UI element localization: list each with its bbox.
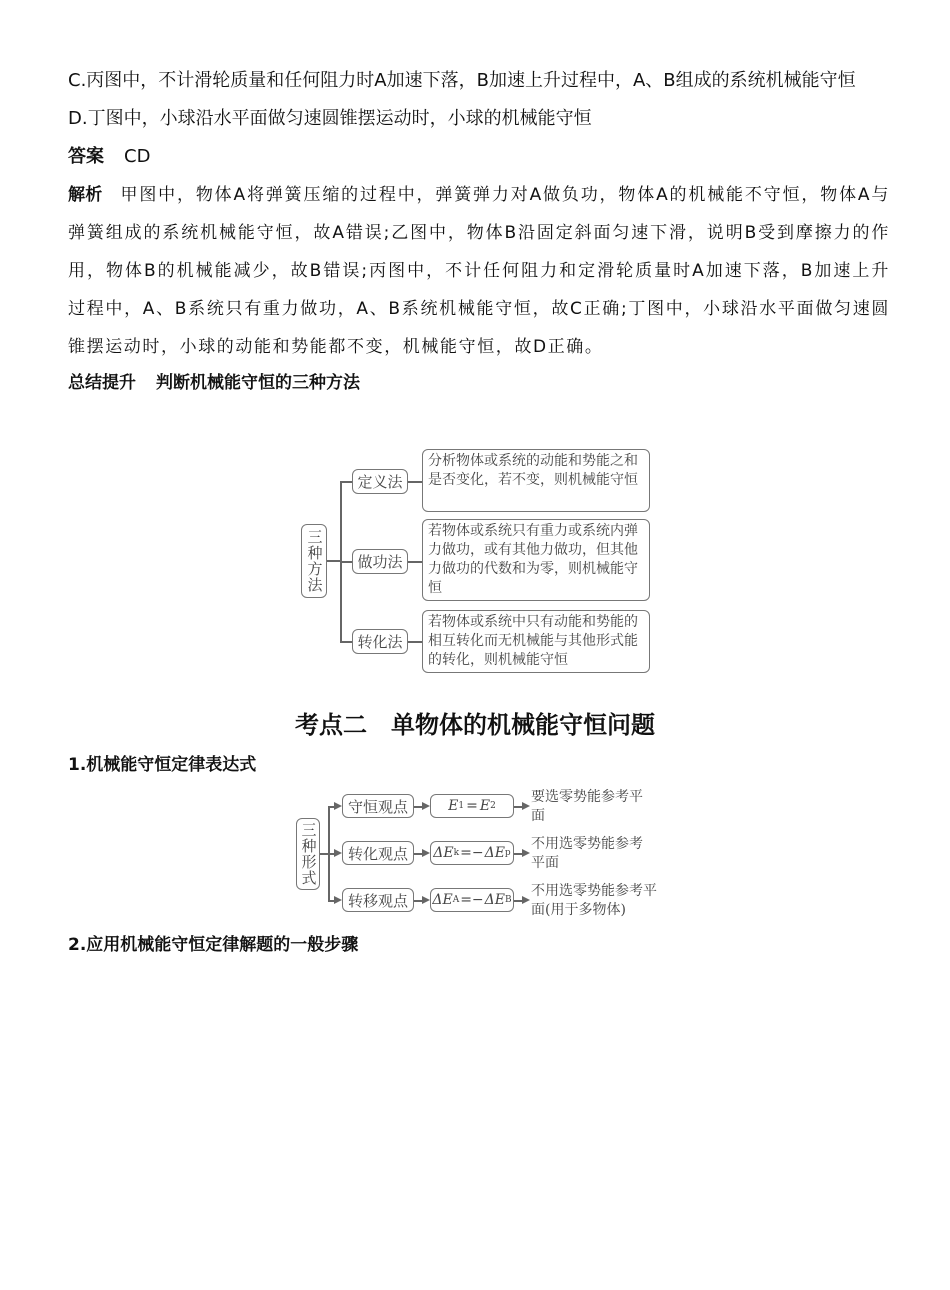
answer-value: CD: [124, 146, 151, 167]
arrow-icon: [422, 802, 430, 810]
view-box-conversion: 转化观点: [342, 841, 414, 865]
method-box-definition: 定义法: [352, 469, 408, 494]
summary-title: 判断机械能守恒的三种方法: [156, 373, 360, 393]
connector: [514, 853, 522, 855]
subheading-1: 1.机械能守恒定律表达式: [68, 755, 257, 775]
method-desc-transform: 若物体或系统中只有动能和势能的相互转化而无机械能与其他形式能的转化，则机械能守恒: [422, 610, 650, 673]
view-box-conservation: 守恒观点: [342, 794, 414, 818]
method-desc-definition: 分析物体或系统的动能和势能之和是否变化，若不变，则机械能守恒: [422, 449, 650, 512]
forms-root-box: [296, 818, 320, 890]
connector: [514, 900, 522, 902]
equation-box-conversion: ΔE k =− ΔE p: [430, 841, 514, 865]
option-c: C.丙图中，不计滑轮质量和任何阻力时A加速下落，B加速上升过程中，A、B组成的系统机械能守恒: [68, 70, 856, 91]
analysis-text: 甲图中，物体A将弹簧压缩的过程中，弹簧弹力对A做负功，物体A的机械能不守恒，物体A与弹簧组成的系统机械能守恒，故A错误;乙图中，物体B沿固定斜面匀速下滑，说明B受到摩擦力的作用，物体B的机械能减少，故B错误;丙图中，不计任何阻力和定滑轮质量时A加速下落，B加速上升过程中，A、B系统只有重力做功，A、B系统机械能守恒，故C正确;丁图中，小球沿水平面做匀速圆锥摆运动时，小球的动能和势能都不变，机械能守恒，故D正确。: [68, 185, 891, 357]
arrow-icon: [334, 802, 342, 810]
arrow-icon: [522, 849, 530, 857]
arrow-icon: [334, 849, 342, 857]
forms-root-label: 三种形式: [299, 822, 318, 886]
subheading-2: 2.应用机械能守恒定律解题的一般步骤: [68, 935, 359, 955]
note-conservation: 要选零势能参考平面: [531, 789, 643, 824]
method-box-transform: 转化法: [352, 629, 408, 654]
section-title: 考点二 单物体的机械能守恒问题: [295, 711, 655, 739]
note-conversion: 不用选零势能参考平面: [531, 836, 643, 871]
connector: [414, 806, 422, 808]
equation-box-conservation: E 1 = E 2: [430, 794, 514, 818]
arrow-icon: [522, 896, 530, 904]
view-box-transfer: 转移观点: [342, 888, 414, 912]
arrow-icon: [422, 849, 430, 857]
method-box-work: 做功法: [352, 549, 408, 574]
answer-label: 答案: [68, 146, 104, 167]
option-d: D.丁图中，小球沿水平面做匀速圆锥摆运动时，小球的机械能守恒: [68, 108, 592, 129]
connector: [514, 806, 522, 808]
summary-label: 总结提升: [68, 373, 136, 393]
analysis-label: 解析: [68, 185, 103, 205]
equation-box-transfer: ΔE A =− ΔE B: [430, 888, 514, 912]
method-desc-work: 若物体或系统只有重力或系统内弹力做功，或有其他力做功，但其他力做功的代数和为零，则机械能守恒: [422, 519, 650, 601]
arrow-icon: [334, 896, 342, 904]
connector: [414, 853, 422, 855]
arrow-icon: [522, 802, 530, 810]
arrow-icon: [422, 896, 430, 904]
connector: [414, 900, 422, 902]
note-transfer: 不用选零势能参考平面(用于多物体): [531, 883, 657, 918]
methods-root-label: 三种方法: [305, 529, 324, 593]
